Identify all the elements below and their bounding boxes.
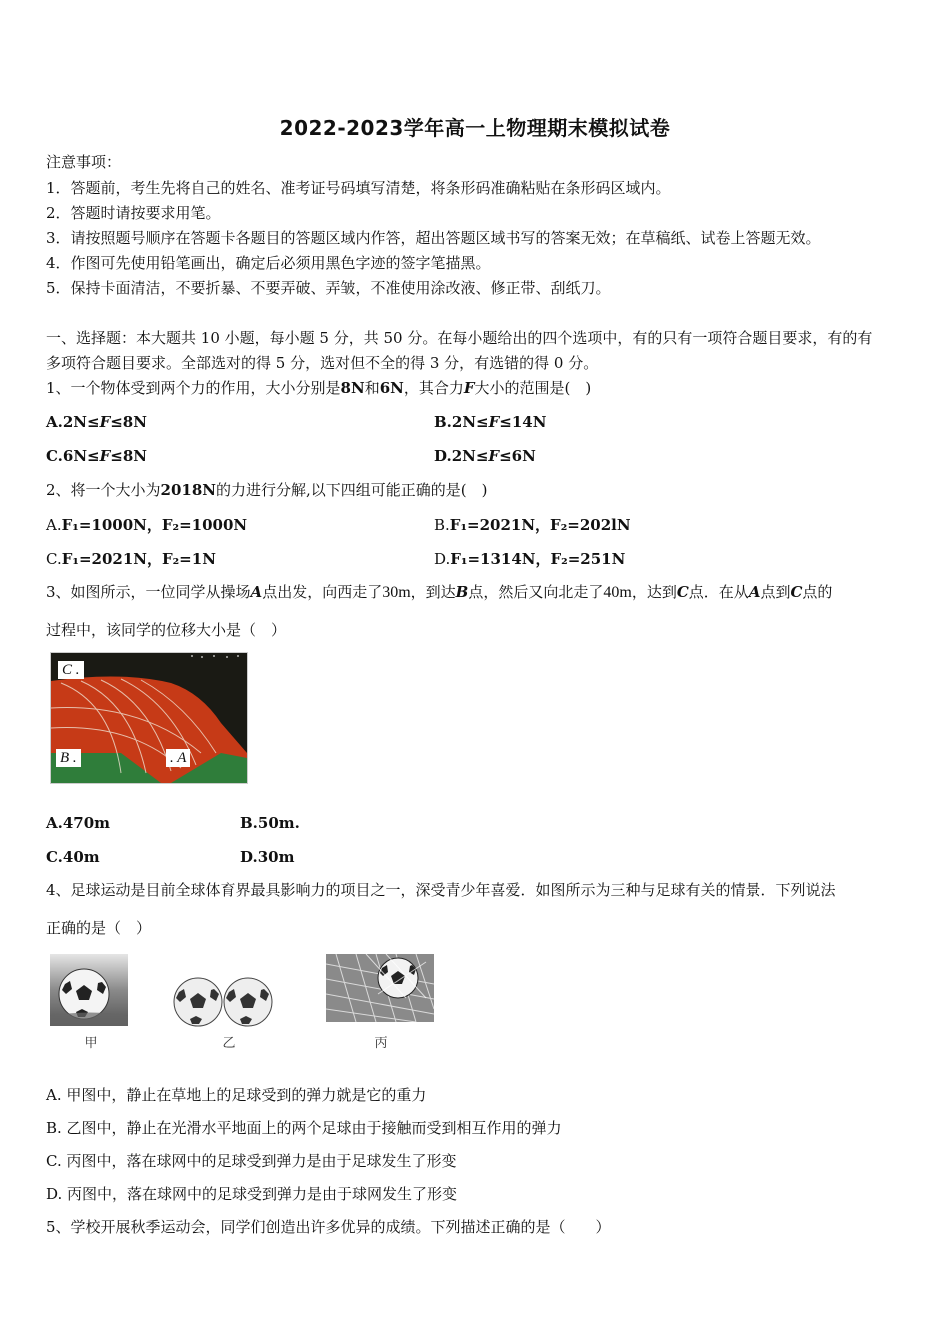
q2-option-d: D.F₁=1314N，F₂=251N [434, 550, 626, 568]
q2-option-b: B.F₁=2021N，F₂=202lN [434, 516, 631, 534]
q1-option-d: D.2N≤F≤6N [434, 447, 536, 465]
section-1-intro-line-1: 一、选择题：本大题共 10 小题，每小题 5 分，共 50 分。在每小题给出的四个选项中，有的只有一项符合题目要求，有的有 [46, 329, 873, 347]
page-title: 2022-2023学年高一上物理期末模拟试卷 [279, 116, 671, 140]
notice-item-3: 3．请按照题号顺序在答题卡各题目的答题区域内作答，超出答题区域书写的答案无效；在草稿纸、试卷上答题无效。 [46, 229, 821, 247]
running-track-figure [50, 652, 248, 784]
q2-stem: 2、将一个大小为2018N的力进行分解,以下四组可能正确的是( ) [46, 481, 488, 499]
football-on-grass-illustration [50, 954, 128, 1026]
q1-stem: 1、一个物体受到两个力的作用，大小分别是8N和6N，其合力F大小的范围是( ) [46, 379, 592, 397]
football-on-grass-figure [50, 954, 128, 1026]
two-footballs-figure [170, 976, 276, 1028]
figure-caption-bing: 丙 [374, 1036, 388, 1051]
figure-label-b: B . [56, 749, 81, 767]
q1-option-b: B.2N≤F≤14N [434, 413, 547, 431]
q1-option-a: A.2N≤F≤8N [46, 413, 147, 431]
notice-item-2: 2．答题时请按要求用笔。 [46, 204, 221, 222]
q3-stem: 3、如图所示，一位同学从操场A点出发，向西走了30m，到达B点，然后又向北走了40m，达到C点．在从A点到C点的 [46, 583, 833, 601]
q3-stem-line-2: 过程中，该同学的位移大小是（ ） [46, 621, 287, 639]
q3-option-b: B.50m. [240, 814, 300, 832]
notice-heading: 注意事项： [46, 153, 122, 171]
q3-option-d: D.30m [240, 848, 295, 866]
figure-caption-jia: 甲 [84, 1036, 98, 1051]
q4-option-d: D. 丙图中，落在球网中的足球受到弹力是由于球网发生了形变 [46, 1185, 458, 1203]
q5-stem: 5、学校开展秋季运动会，同学们创造出许多优异的成绩。下列描述正确的是（ ） [46, 1218, 611, 1236]
q4-option-b: B. 乙图中，静止在光滑水平地面上的两个足球由于接触而受到相互作用的弹力 [46, 1119, 562, 1137]
q3-option-a: A.470m [46, 814, 111, 832]
football-in-net-figure [326, 954, 434, 1022]
section-1-intro-line-2: 多项符合题目要求。全部选对的得 5 分，选对但不全的得 3 分，有选错的得 0 分。 [46, 354, 599, 372]
q4-stem-line-2: 正确的是（ ） [46, 919, 152, 937]
q1-option-c: C.6N≤F≤8N [46, 447, 147, 465]
q4-option-c: C. 丙图中，落在球网中的足球受到弹力是由于足球发生了形变 [46, 1152, 457, 1170]
notice-item-5: 5．保持卡面清洁，不要折暴、不要弄破、弄皱，不准使用涂改液、修正带、刮纸刀。 [46, 279, 611, 297]
figure-label-a: . A [166, 749, 190, 767]
notice-item-1: 1．答题前，考生先将自己的姓名、准考证号码填写清楚，将条形码准确粘贴在条形码区域内。 [46, 179, 671, 197]
q4-option-a: A. 甲图中，静止在草地上的足球受到的弹力就是它的重力 [46, 1086, 427, 1104]
figure-caption-yi: 乙 [222, 1036, 236, 1051]
q2-option-c: C.F₁=2021N，F₂=1N [46, 550, 216, 568]
q3-option-c: C.40m [46, 848, 100, 866]
football-in-net-illustration [326, 954, 434, 1022]
two-footballs-illustration [170, 976, 276, 1028]
q4-stem-line-1: 4、足球运动是目前全球体育界最具影响力的项目之一，深受青少年喜爱．如图所示为三种与足球有关的情景．下列说法 [46, 881, 836, 899]
figure-label-c: C . [58, 661, 84, 679]
q2-option-a: A.F₁=1000N，F₂=1000N [46, 516, 248, 534]
notice-item-4: 4．作图可先使用铅笔画出，确定后必须用黑色字迹的签字笔描黑。 [46, 254, 491, 272]
